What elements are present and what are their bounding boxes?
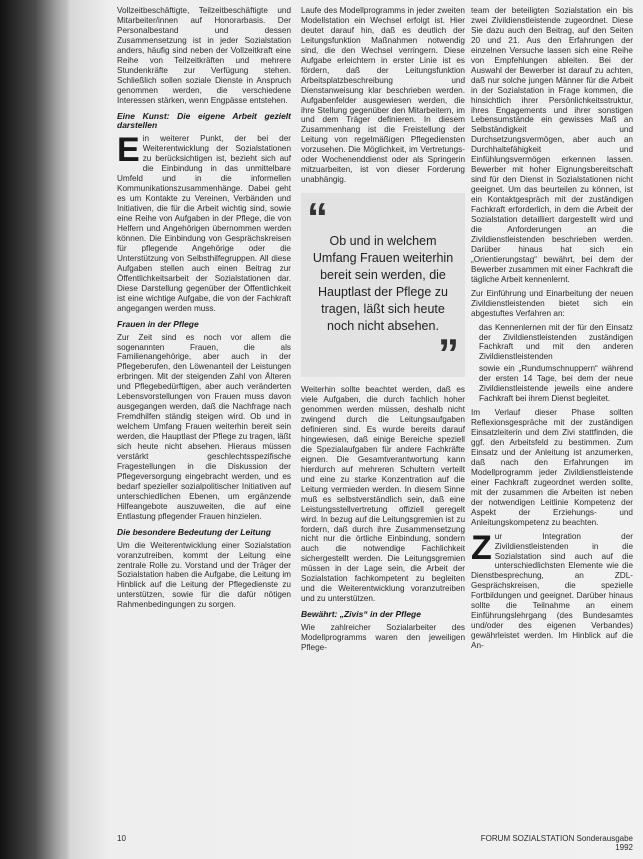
paragraph: Weiterhin sollte beachtet werden, daß es viele Aufgaben, die durch fachlich hoher genommen werden müssen, deshalb nicht zwingend durch die Leitungsaufgaben definieren sind. Es wurde bereits darauf hingewiesen, daß einige Bereiche speziell die Spezialaufgaben für andere Fachkräfte eignen. Die Gesamtverantwortung kann hierdurch auf mehreren Schultern verteilt und eine zu starke Konzentration auf die Leitung vermieden werden. In diesem Sinne muß es selbstverständlich sein, daß eine Leistungsstellvertretung offiziell geregelt wird. In bezug auf die Leitungsgremien ist zu fordern, daß durch ihre Zusammensetzung nicht nur die örtliche Einbindung, sondern auch die notwendige Fachlichkeit sichergestellt werden. Die Leitungsgremien müssen in der Lage sein, die Arbeit der Sozialstation fachkompetent zu begleiten und die Weiterentwicklung voranzutreiben und zu unterstützen.: [301, 385, 465, 604]
paragraph: Laufe des Modellprogramms in jeder zweiten Modellstation ein Wechsel erfolgt ist. Hier deutet darauf hin, daß es deutlich der Leitungsfunktion Maßnahmen notwendig sind, die den Wechsel verringern. Diese Aufgabe erleichtern in erster Linie ist es fördern, daß der Leitungsfunktion Arbeitsplatzbeschreibung und Dienstanweisung klar beschrieben werden. Aufgabenfelder ausgewiesen werden, die ihre Stellung gegenüber den Mitarbeitern, im und dem Träger definieren. In diesem Zusammenhang ist die Freistellung der Leitung von regelmäßigen Pflegediensten vorzusehen. Die Möglichkeit, im Vertretungs- oder Wochenenddienst oder als Springerin mitzuarbeiten, ist von dieser Forderung unabhängig.: [301, 6, 465, 185]
text-column-1: [117, 6, 291, 826]
paragraph-text: in weiterer Punkt, der bei der Weiterentwicklung der Sozialstationen zu berücksichtigen ist, bezieht sich auf die Einbindung in das unmittelbare Umfeld und in die informellen Kommunikationszusammenhänge. Dabei geht es um Kontakte zu Vereinen, Verbänden und Initiativen, die für die Arbeit wichtig sind, sowie eine Reihe von Aufgaben in der Pflege, die von Helfern und Angehörigen übernommen werden können. Die Einbindung von Gesprächskreisen für pflegende Angehörige oder die Unterstützung von Selbsthilfegruppen. All diese Aufgaben stellen auch einen Beitrag zur Öffentlichkeitsarbeit der Sozialstationen dar. Diese Darstellung gegenüber der Öffentlichkeit ist eine wichtige Aufgabe, die von der Fachkraft angegangen werden muss.: [117, 134, 291, 313]
paragraph: Zur Zeit sind es noch vor allem die sogenannten Frauen, die als Familienangehörige, aber auch in der Pflegeberufen, den Löwenanteil der Leistungen erbringen. Mit der steigenden Zahl von Älteren und Pflegebedürftigen, aber auch veränderten Lebensvorstellungen von Frauen muss davon ausgegangen werden, daß die Nachfrage nach Fremdhilfen ständig steigen wird. Ob und in welchem Umfang Frauen weiterhin bereit sein werden, die Hauptlast der Pflege zu tragen, läßt sich heute nicht absehen. Hieraus müssen verstärkt geschlechtsspezifische Fragestellungen in die Diskussion der Pflegeversorgung eingebracht werden, und es bedarf spezieller sozialpolitischer Initiativen auf unterschiedlichen Ebenen, um ergänzende Hilfeangebote auszuweiten, die auf eine Entlastung pflegender Frauen hinzielen.: [117, 332, 291, 521]
drop-cap: Z: [471, 528, 492, 567]
pull-quote: [301, 193, 465, 377]
section-heading: Eine Kunst: Die eigene Arbeit gezielt darstellen: [117, 110, 291, 131]
section-heading: Bewährt: „Zivis“ in der Pflege: [301, 609, 421, 620]
bullet-list: [471, 323, 633, 405]
text-column-3: [471, 6, 633, 826]
paragraph: Vollzeitbeschäftigte, Teilzeitbeschäftigte und Mitarbeiter/innen auf Honorarbasis. Der Personalbestand und dessen Zusammensetzung ist in jeder Sozialstation anders, häufig sind neben der Vollzeitkraft eine Reihe von Teilzeitkräften und mehrere Stundenkräfte zur Verfügung stehen. Schließlich sollen soziale Dienste in Anspruch genommen werden, die verschiedene Interessen stärken, wenn Engpässe entstehen.: [117, 6, 291, 105]
quote-open-mark: “: [307, 194, 328, 242]
paragraph: Im Verlauf dieser Phase sollten Reflexionsgespräche mit der zuständigen Einsatzleiterin und dem Zivi stattfinden, die ggf. den Arbeitsfeld zu bestimmen. Zum Einsatz und der Anleitung ist anzumerken, daß nach den Erfahrungen im Modellprogramm jeder Zivildienstleistende einer Fachkraft zugeordnet werden sollte, mit der zusammen die Arbeiten ist neben der notwendigen Leitlinie Kompetenz der Aspekt der Erziehungs- und Anleitungskompetenz zu beachten.: [471, 408, 633, 527]
book-spine-shadow: [0, 0, 70, 859]
pull-quote-text: Ob und in welchem Umfang Frauen weiterhin bereit sein werden, die Hauptlast der Pflege zu tragen, läßt sich heute noch nicht absehen.: [312, 234, 454, 334]
paragraph-text: ur Integration der Zivildienstleistenden in die Sozialstation sind auch auf die unterschiedlichsten Elemente wie die Dienstbesprechung, an ZDL-Gesprächskreisen, die spezielle Fortbildungen und geeignet. Darüber hinaus sollte die Teilnahme an einem Einführungslehrgang (des Bundesamtes und/oder des eigenen Verbandes) gewährleistet werden. Im Hinblick auf die An-: [471, 531, 633, 651]
paragraph: Wie zahlreicher Sozialarbeiter des Modellprogramms waren den jeweiligen Pflege-: [301, 623, 465, 652]
paragraph: [117, 131, 291, 313]
section-heading: Frauen in der Pflege: [117, 318, 199, 329]
list-item: • sowie ein „Rundumschnuppern“ während der ersten 14 Tage, bei dem der neue Zivildienstleistende jeweils eine andere Fachkraft bei ihrem Dienst begleitet.: [479, 364, 633, 404]
quote-close-mark: ”: [438, 330, 459, 378]
paragraph: [471, 528, 633, 651]
section-heading: Die besondere Bedeutung der Leitung: [117, 526, 271, 537]
page-number: 10: [117, 834, 126, 843]
paragraph: team der beteiligten Sozialstation ein bis zwei Zivildienstleistende zugeordnet. Diese Sie dazu auch den Beitrag, auf den Seiten 20 und 21. Aus den Erfahrungen der einzelnen Versuche lassen sich eine Reihe von Empfehlungen ableiten. Bei der Auswahl der Bewerber ist darauf zu achten, daß nur solche jungen Männer für die Arbeit in der Sozialstation in Frage kommen, die hinsichtlich ihrer Persönlichkeitsstruktur, ihres Engagements und ihrer sonstigen Lebensumstände ein gewisses Maß an Selbständigkeit und Durchsetzungsvermögen, aber auch an Durchhaltefähigkeit und Einfühlungsvermögen erkennen lassen. Bewerber mit hoher Eignungsbereitschaft sind für den Dienst in Sozialstationen nicht geeignet. Um das beurteilen zu können, ist ein Kontaktgespräch mit der zuständigen Fachkraft erforderlich, in dem die Arbeit der Sozialstation detailliert dargestellt wird und die Anforderungen an die Zivildienstleistenden beschrieben werden. Darüber hinaus hat sich ein „Orientierungstag“ bewährt, bei dem der Bewerber zusammen mit einer Fachkraft die tägliche Arbeit kennenlernt.: [471, 6, 633, 284]
list-item: • das Kennenlernen mit der für den Einsatz der Zivildienstleistenden zuständigen Fachkraft und mit den anderen Zivildienstleistenden: [479, 323, 633, 363]
journal-footer: FORUM SOZIALSTATION Sonderausgabe 1992: [480, 834, 633, 852]
paragraph: Zur Einführung und Einarbeitung der neuen Zivildienstleistenden bietet sich ein abgestuftes Verfahren an:: [471, 288, 633, 318]
text-column-2: [301, 6, 465, 826]
drop-cap: E: [117, 131, 140, 170]
paragraph: Um die Weiterentwicklung einer Sozialstation voranzutreiben, kommt der Leitung eine zentrale Rolle zu. Vorstand und der Träger der Sozialstation haben die Aufgabe, die Leitung im Hinblick auf die Leitung der Pflegedienste zu unterstützen, sowie für die dafür nötigen Rahmenbedingungen zu sorgen.: [117, 540, 291, 610]
